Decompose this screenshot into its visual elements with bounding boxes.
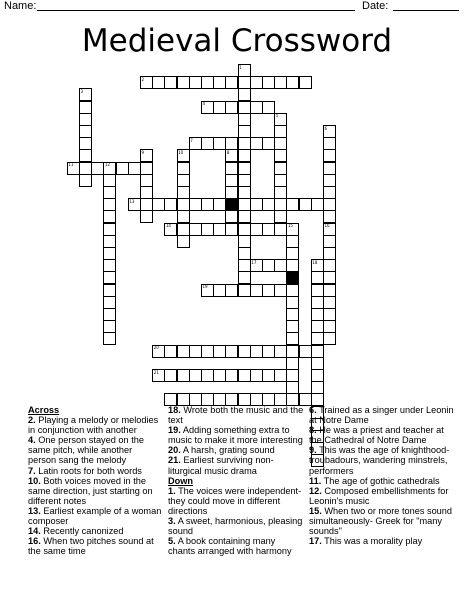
clues-column-2: [168, 405, 304, 556]
grid-cell[interactable]: [103, 174, 116, 187]
across-heading: Across: [28, 405, 60, 415]
grid-cell[interactable]: [238, 284, 251, 297]
grid-cell[interactable]: [323, 162, 336, 175]
clue-number: 17: [251, 259, 257, 265]
grid-cell[interactable]: [103, 162, 116, 175]
grid-cell[interactable]: [189, 223, 202, 236]
grid-cell[interactable]: [140, 76, 153, 89]
clue-number: 7: [190, 137, 193, 143]
grid-cell[interactable]: [225, 137, 238, 150]
clue-number: 14: [165, 223, 171, 229]
grid-cell[interactable]: [225, 186, 238, 199]
grid-cell[interactable]: [274, 259, 287, 272]
grid-cell[interactable]: [286, 296, 299, 309]
grid-cell[interactable]: [238, 186, 251, 199]
grid-cell[interactable]: [140, 186, 153, 199]
clue-number: 2: [141, 76, 145, 82]
grid-cell[interactable]: [225, 76, 238, 89]
grid-cell[interactable]: [177, 369, 190, 382]
grid-cell[interactable]: [238, 101, 251, 114]
grid-cell[interactable]: [323, 223, 336, 236]
grid-cell[interactable]: [213, 223, 226, 236]
grid-cell[interactable]: [311, 296, 324, 309]
grid-cell[interactable]: [79, 125, 92, 138]
grid-cell[interactable]: [323, 235, 336, 248]
grid-cell[interactable]: [323, 186, 336, 199]
grid-cell[interactable]: [250, 137, 263, 150]
grid-cell[interactable]: [238, 113, 251, 126]
grid-cell[interactable]: [116, 162, 129, 175]
black-square: [286, 271, 299, 284]
grid-cell[interactable]: [177, 210, 190, 223]
grid-cell[interactable]: [323, 137, 336, 150]
grid-cell[interactable]: [79, 137, 92, 150]
clue-number: 16: [324, 223, 330, 229]
grid-cell[interactable]: [152, 198, 165, 211]
grid-cell[interactable]: [225, 345, 238, 358]
grid-cell[interactable]: [201, 137, 214, 150]
clue-down-3: 3. A sweet, harmonious, pleasing sound: [168, 516, 303, 537]
grid-cell[interactable]: [274, 186, 287, 199]
clue-across-20: 20. A harsh, grating sound: [168, 445, 275, 456]
grid-cell[interactable]: [103, 332, 116, 345]
grid-cell[interactable]: [189, 369, 202, 382]
clue-number: 11: [68, 162, 74, 168]
grid-cell[interactable]: [79, 113, 92, 126]
grid-cell[interactable]: [323, 332, 336, 345]
grid-cell[interactable]: [323, 284, 336, 297]
grid-cell[interactable]: [274, 223, 287, 236]
grid-cell[interactable]: [238, 174, 251, 187]
grid-cell[interactable]: [238, 162, 251, 175]
grid-cell[interactable]: [103, 186, 116, 199]
clue-across-4: 4. One person stayed on the same pitch, while another person sang the melody: [28, 435, 144, 466]
grid-cell[interactable]: [323, 149, 336, 162]
grid-cell[interactable]: [177, 223, 190, 236]
grid-cell[interactable]: [140, 198, 153, 211]
grid-cell[interactable]: [225, 162, 238, 175]
grid-cell[interactable]: [225, 210, 238, 223]
grid-cell[interactable]: [189, 137, 202, 150]
grid-cell[interactable]: [140, 174, 153, 187]
grid-cell[interactable]: [177, 162, 190, 175]
grid-cell[interactable]: [262, 369, 275, 382]
clue-number: 6: [324, 125, 328, 131]
grid-cell[interactable]: [238, 223, 251, 236]
grid-cell[interactable]: [238, 247, 251, 260]
clue-across-7: 7. Latin roots for both words: [28, 465, 142, 476]
clue-down-11: 11. The age of gothic cathedrals: [309, 475, 440, 486]
grid-cell[interactable]: [238, 210, 251, 223]
clue-number: 13: [129, 198, 135, 204]
grid-cell[interactable]: [201, 223, 214, 236]
grid-cell[interactable]: [323, 271, 336, 284]
grid-cell[interactable]: [274, 369, 287, 382]
grid-cell[interactable]: [177, 345, 190, 358]
grid-cell[interactable]: [286, 320, 299, 333]
grid-cell[interactable]: [103, 223, 116, 236]
grid-cell[interactable]: [262, 137, 275, 150]
grid-cell[interactable]: [311, 259, 324, 272]
clue-down-12: 12. Composed embellishments for Leonin's music: [309, 485, 449, 506]
grid-cell[interactable]: [250, 198, 263, 211]
grid-cell[interactable]: [323, 174, 336, 187]
grid-cell[interactable]: [238, 369, 251, 382]
grid-cell[interactable]: [79, 174, 92, 187]
grid-cell[interactable]: [128, 198, 141, 211]
clue-number: 18: [312, 259, 318, 265]
grid-cell[interactable]: [91, 162, 104, 175]
grid-cell[interactable]: [274, 284, 287, 297]
grid-cell[interactable]: [103, 271, 116, 284]
grid-cell[interactable]: [103, 320, 116, 333]
grid-cell[interactable]: [238, 198, 251, 211]
grid-cell[interactable]: [238, 271, 251, 284]
grid-cell[interactable]: [286, 198, 299, 211]
clue-number: 12: [104, 162, 110, 168]
grid-cell[interactable]: [323, 308, 336, 321]
puzzle-title: Medieval Crossword: [81, 23, 393, 59]
grid-cell[interactable]: [286, 259, 299, 272]
grid-cell[interactable]: [274, 149, 287, 162]
grid-cell[interactable]: [286, 223, 299, 236]
clue-across-2: 2. Playing a melody or melodies in conjunction with another: [28, 415, 159, 436]
grid-cell[interactable]: [323, 247, 336, 260]
grid-cell[interactable]: [140, 162, 153, 175]
clue-number: 19: [202, 284, 208, 290]
grid-cell[interactable]: [286, 247, 299, 260]
grid-cell[interactable]: [164, 76, 177, 89]
grid-cell[interactable]: [140, 149, 153, 162]
grid-cell[interactable]: [262, 223, 275, 236]
grid-cell[interactable]: [225, 149, 238, 162]
grid-cell[interactable]: [311, 320, 324, 333]
grid-cell[interactable]: [286, 332, 299, 345]
grid-cell[interactable]: [286, 357, 299, 370]
grid-cell[interactable]: [213, 76, 226, 89]
grid-cell[interactable]: [103, 259, 116, 272]
clue-across-19: 19. Adding something extra to music to make it more interesting: [168, 425, 303, 446]
clue-number: 9: [141, 149, 145, 155]
grid-cell[interactable]: [286, 345, 299, 358]
clue-across-18: 18. Wrote both the music and the text: [168, 405, 304, 426]
grid-cell[interactable]: [189, 345, 202, 358]
grid-cell[interactable]: [262, 259, 275, 272]
grid-cell[interactable]: [152, 76, 165, 89]
grid-cell[interactable]: [274, 125, 287, 138]
grid-cell[interactable]: [201, 198, 214, 211]
grid-cell[interactable]: [201, 101, 214, 114]
grid-cell[interactable]: [67, 162, 80, 175]
grid-cell[interactable]: [238, 64, 251, 77]
grid-cell[interactable]: [250, 259, 263, 272]
grid-cell[interactable]: [164, 345, 177, 358]
clue-number: 1: [239, 64, 242, 70]
clue-across-21: 21. Earliest surviving non-liturgical music drama: [168, 455, 274, 476]
clue-down-6: 6. Trained as a singer under Leonin at Notre Dame: [309, 405, 454, 426]
clues-column-1: [28, 405, 162, 556]
grid-cell[interactable]: [225, 174, 238, 187]
grid-cell[interactable]: [201, 76, 214, 89]
grid-cell[interactable]: [286, 284, 299, 297]
grid-cell[interactable]: [311, 198, 324, 211]
grid-cell[interactable]: [274, 162, 287, 175]
grid-cell[interactable]: [323, 210, 336, 223]
grid-cell[interactable]: [299, 76, 312, 89]
date-label: Date:: [362, 0, 389, 12]
grid-cell[interactable]: [177, 149, 190, 162]
clue-down-5: 5. A book containing many chants arranged with harmony: [168, 536, 292, 557]
grid-cell[interactable]: [238, 137, 251, 150]
grid-cell[interactable]: [262, 101, 275, 114]
grid-cell[interactable]: [189, 198, 202, 211]
grid-cell[interactable]: [262, 76, 275, 89]
clue-number: 15: [287, 223, 293, 229]
clue-number: 8: [226, 149, 230, 155]
grid-cell[interactable]: [213, 101, 226, 114]
grid-cell[interactable]: [274, 174, 287, 187]
grid-cell[interactable]: [323, 320, 336, 333]
grid-cell[interactable]: [274, 113, 287, 126]
grid-cell[interactable]: [250, 345, 263, 358]
grid-cell[interactable]: [177, 174, 190, 187]
grid-cell[interactable]: [225, 101, 238, 114]
grid-cell[interactable]: [103, 198, 116, 211]
grid-cell[interactable]: [311, 357, 324, 370]
grid-cell[interactable]: [213, 198, 226, 211]
grid-cell[interactable]: [201, 345, 214, 358]
grid-cell[interactable]: [311, 381, 324, 394]
grid-cell[interactable]: [238, 125, 251, 138]
grid-cell[interactable]: [311, 369, 324, 382]
clue-down-9: 9. This was the age of knighthood- troubadours, wandering minstrels, performers: [309, 445, 450, 476]
black-square: [225, 198, 238, 211]
grid-cell[interactable]: [299, 345, 312, 358]
grid-cell[interactable]: [250, 284, 263, 297]
grid-cell[interactable]: [213, 284, 226, 297]
grid-cell[interactable]: [103, 247, 116, 260]
grid-cell[interactable]: [128, 162, 141, 175]
clue-number: 5: [275, 113, 279, 119]
grid-cell[interactable]: [323, 198, 336, 211]
grid-cell[interactable]: [311, 332, 324, 345]
grid-cell[interactable]: [286, 369, 299, 382]
grid-cell[interactable]: [311, 284, 324, 297]
grid-cell[interactable]: [323, 125, 336, 138]
grid-cell[interactable]: [262, 198, 275, 211]
grid-cell[interactable]: [238, 76, 251, 89]
clue-across-13: 13. Earliest example of a woman composer: [28, 505, 162, 527]
grid-cell[interactable]: [286, 308, 299, 321]
grid-cell[interactable]: [79, 162, 92, 175]
grid-cell[interactable]: [79, 101, 92, 114]
clue-down-8: 8. He was a priest and teacher at the Cathedral of Notre Dame: [309, 425, 444, 446]
grid-cell[interactable]: [250, 369, 263, 382]
grid-cell[interactable]: [286, 381, 299, 394]
grid-cell[interactable]: [238, 259, 251, 272]
clue-across-10: 10. Both voices moved in the same direction, just starting on different notes: [28, 475, 153, 506]
clue-across-16: 16. When two pitches sound at the same time: [28, 536, 154, 557]
grid-cell[interactable]: [274, 210, 287, 223]
clue-down-17: 17. This was a morality play: [309, 536, 423, 547]
clue-across-14: 14. Recently canonized: [28, 526, 124, 537]
grid-cell[interactable]: [213, 345, 226, 358]
grid-cell[interactable]: [323, 259, 336, 272]
clue-down-15: 15. When two or more tones sound simultaneously- Greek for "many sounds": [309, 505, 453, 537]
grid-cell[interactable]: [79, 149, 92, 162]
grid-cell[interactable]: [225, 284, 238, 297]
grid-cell[interactable]: [103, 284, 116, 297]
grid-cell[interactable]: [213, 137, 226, 150]
grid-cell[interactable]: [299, 198, 312, 211]
grid-cell[interactable]: [238, 235, 251, 248]
clue-down-1: 1. The voices were independent- they could move in different directions: [168, 485, 302, 516]
grid-cell[interactable]: [79, 88, 92, 101]
grid-cell[interactable]: [164, 369, 177, 382]
grid-cell[interactable]: [103, 235, 116, 248]
grid-cell[interactable]: [262, 284, 275, 297]
grid-cell[interactable]: [164, 198, 177, 211]
clue-number: 3: [80, 88, 84, 94]
grid-cell[interactable]: [311, 308, 324, 321]
grid-cell[interactable]: [286, 76, 299, 89]
down-heading: Down: [168, 475, 194, 486]
grid-cell[interactable]: [238, 88, 251, 101]
grid-cell[interactable]: [274, 76, 287, 89]
grid-cell[interactable]: [201, 369, 214, 382]
name-label: Name:: [4, 0, 37, 12]
grid-cell[interactable]: [103, 296, 116, 309]
grid-cell[interactable]: [103, 210, 116, 223]
grid-cell[interactable]: [238, 149, 251, 162]
grid-cell[interactable]: [225, 369, 238, 382]
grid-cell[interactable]: [274, 198, 287, 211]
grid-cell[interactable]: [286, 235, 299, 248]
grid-cell[interactable]: [311, 271, 324, 284]
grid-cell[interactable]: [164, 223, 177, 236]
grid-cell[interactable]: [250, 76, 263, 89]
grid-cell[interactable]: [250, 101, 263, 114]
grid-cell[interactable]: [177, 76, 190, 89]
clue-number: 20: [153, 345, 159, 351]
clues-column-3: [309, 405, 454, 546]
clue-number: 21: [153, 369, 159, 375]
grid-cell[interactable]: [201, 284, 214, 297]
grid-cell[interactable]: [140, 210, 153, 223]
grid-cell[interactable]: [274, 345, 287, 358]
grid-cell[interactable]: [177, 198, 190, 211]
grid-cell[interactable]: [213, 369, 226, 382]
grid-cell[interactable]: [177, 235, 190, 248]
grid-cell[interactable]: [311, 345, 324, 358]
grid-cell[interactable]: [177, 186, 190, 199]
grid-cell[interactable]: [238, 345, 251, 358]
grid-cell[interactable]: [152, 345, 165, 358]
grid-cell[interactable]: [152, 369, 165, 382]
grid-cell[interactable]: [262, 345, 275, 358]
grid-cell[interactable]: [274, 137, 287, 150]
grid-cell[interactable]: [250, 223, 263, 236]
grid-cell[interactable]: [225, 223, 238, 236]
grid-cell[interactable]: [103, 308, 116, 321]
clue-number: 10: [178, 149, 184, 155]
clue-number: 4: [202, 101, 206, 107]
grid-cell[interactable]: [323, 296, 336, 309]
grid-cell[interactable]: [189, 76, 202, 89]
